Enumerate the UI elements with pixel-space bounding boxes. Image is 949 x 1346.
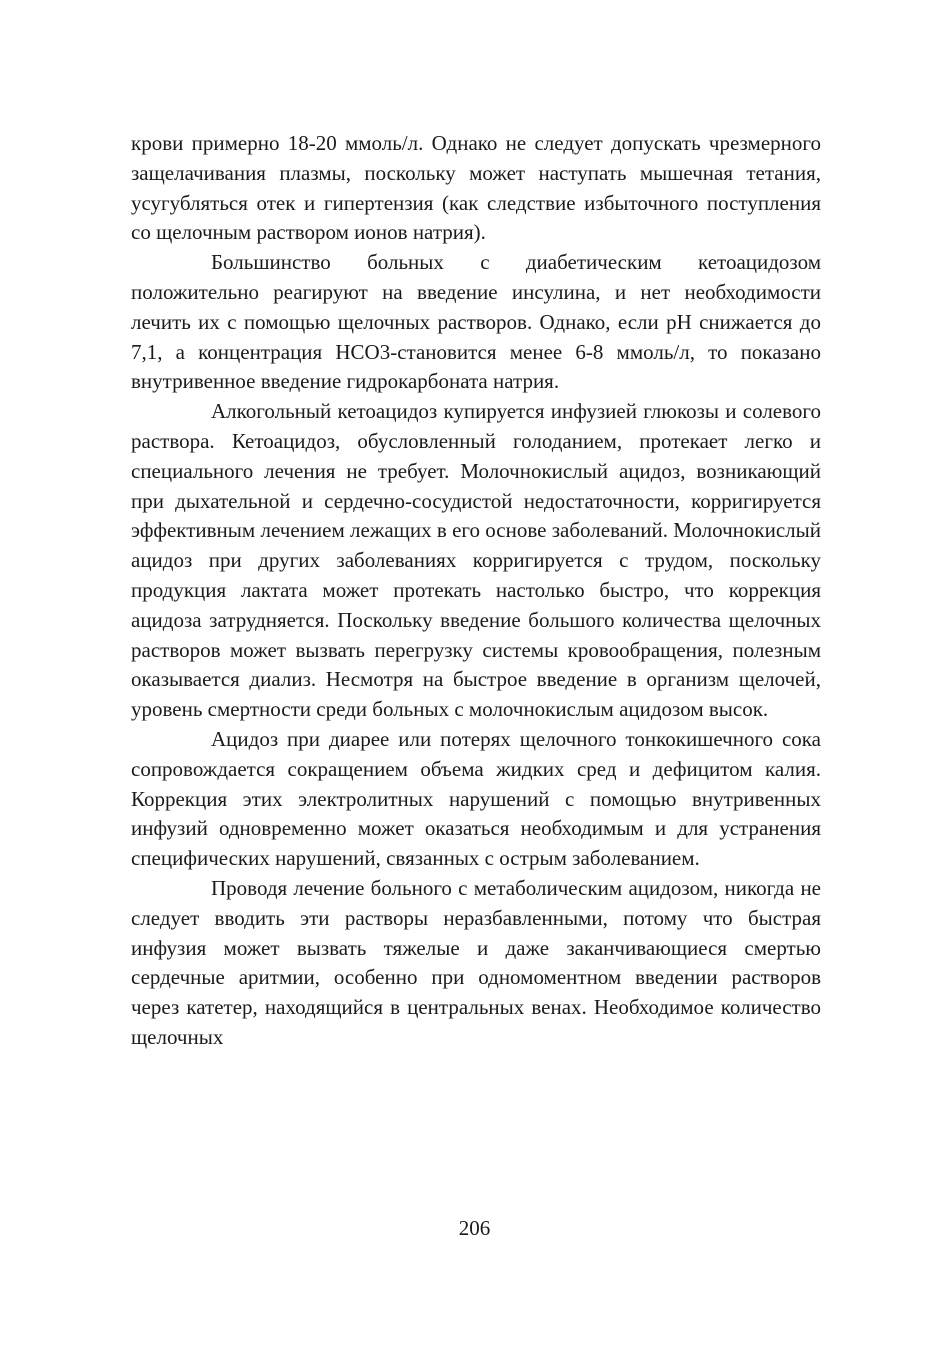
paragraph-diarrhea-acidosis: Ацидоз при диарее или потерях щелочного тонкокишечного сока сопровождается сокращением объема жидких сред и дефицитом калия. Коррекция этих электролитных нарушений с помощью внутривенных инфузий одновременно может оказаться необходимым и для устранения специфических нарушений, связанных с острым заболеванием.: [131, 726, 821, 871]
body-text: [131, 129, 821, 1053]
paragraph-diabetic-ketoacidosis: Большинство больных с диабетическим кетоацидозом положительно реагируют на введение инсулина, и нет необходимости лечить их с помощью щелочных растворов. Однако, если pH снижается до 7,1, а концентрация НСО3-становится менее 6-8 ммоль/л, то показано внутривенное введение гидрокарбоната натрия.: [131, 250, 821, 394]
page-number: 206: [458, 1216, 491, 1240]
paragraph-alcoholic-ketoacidosis: Алкогольный кетоацидоз купируется инфузией глюкозы и солевого раствора. Кетоацидоз, обусловленный голоданием, протекает легко и специального лечения не требует. Молочнокислый ацидоз, возникающий при дыхательной и сердечно-сосудистой недостаточности, корригируется эффективным лечением лежащих в его основе заболеваний. Молочнокислый ацидоз при других заболеваниях корригируется с трудом, поскольку продукция лактата может протекать настолько быстро, что коррекция ацидоза затрудняется. Поскольку введение большого количества щелочных растворов может вызвать перегрузку системы кровообращения, полезным оказывается диализ. Несмотря на быстрое введение в организм щелочей, уровень смертности среди больных с молочнокислым ацидозом высок.: [131, 399, 821, 722]
paragraph-treatment-caution: Проводя лечение больного с метаболическим ацидозом, никогда не следует вводить эти растворы неразбавленными, потому что быстрая инфузия может вызвать тяжелые и даже заканчивающиеся смертью сердечные аритмии, особенно при одномоментном введении растворов через катетер, находящийся в центральных венах. Необходимое количество щелочных: [131, 875, 821, 1049]
paragraph-continuation: крови примерно 18-20 ммоль/л. Однако не следует допускать чрезмерного защелачивания плазмы, поскольку может наступать мышечная тетания, усугубляться отек и гипертензия (как следствие избыточного поступления со щелочным раствором ионов натрия).: [131, 131, 821, 245]
